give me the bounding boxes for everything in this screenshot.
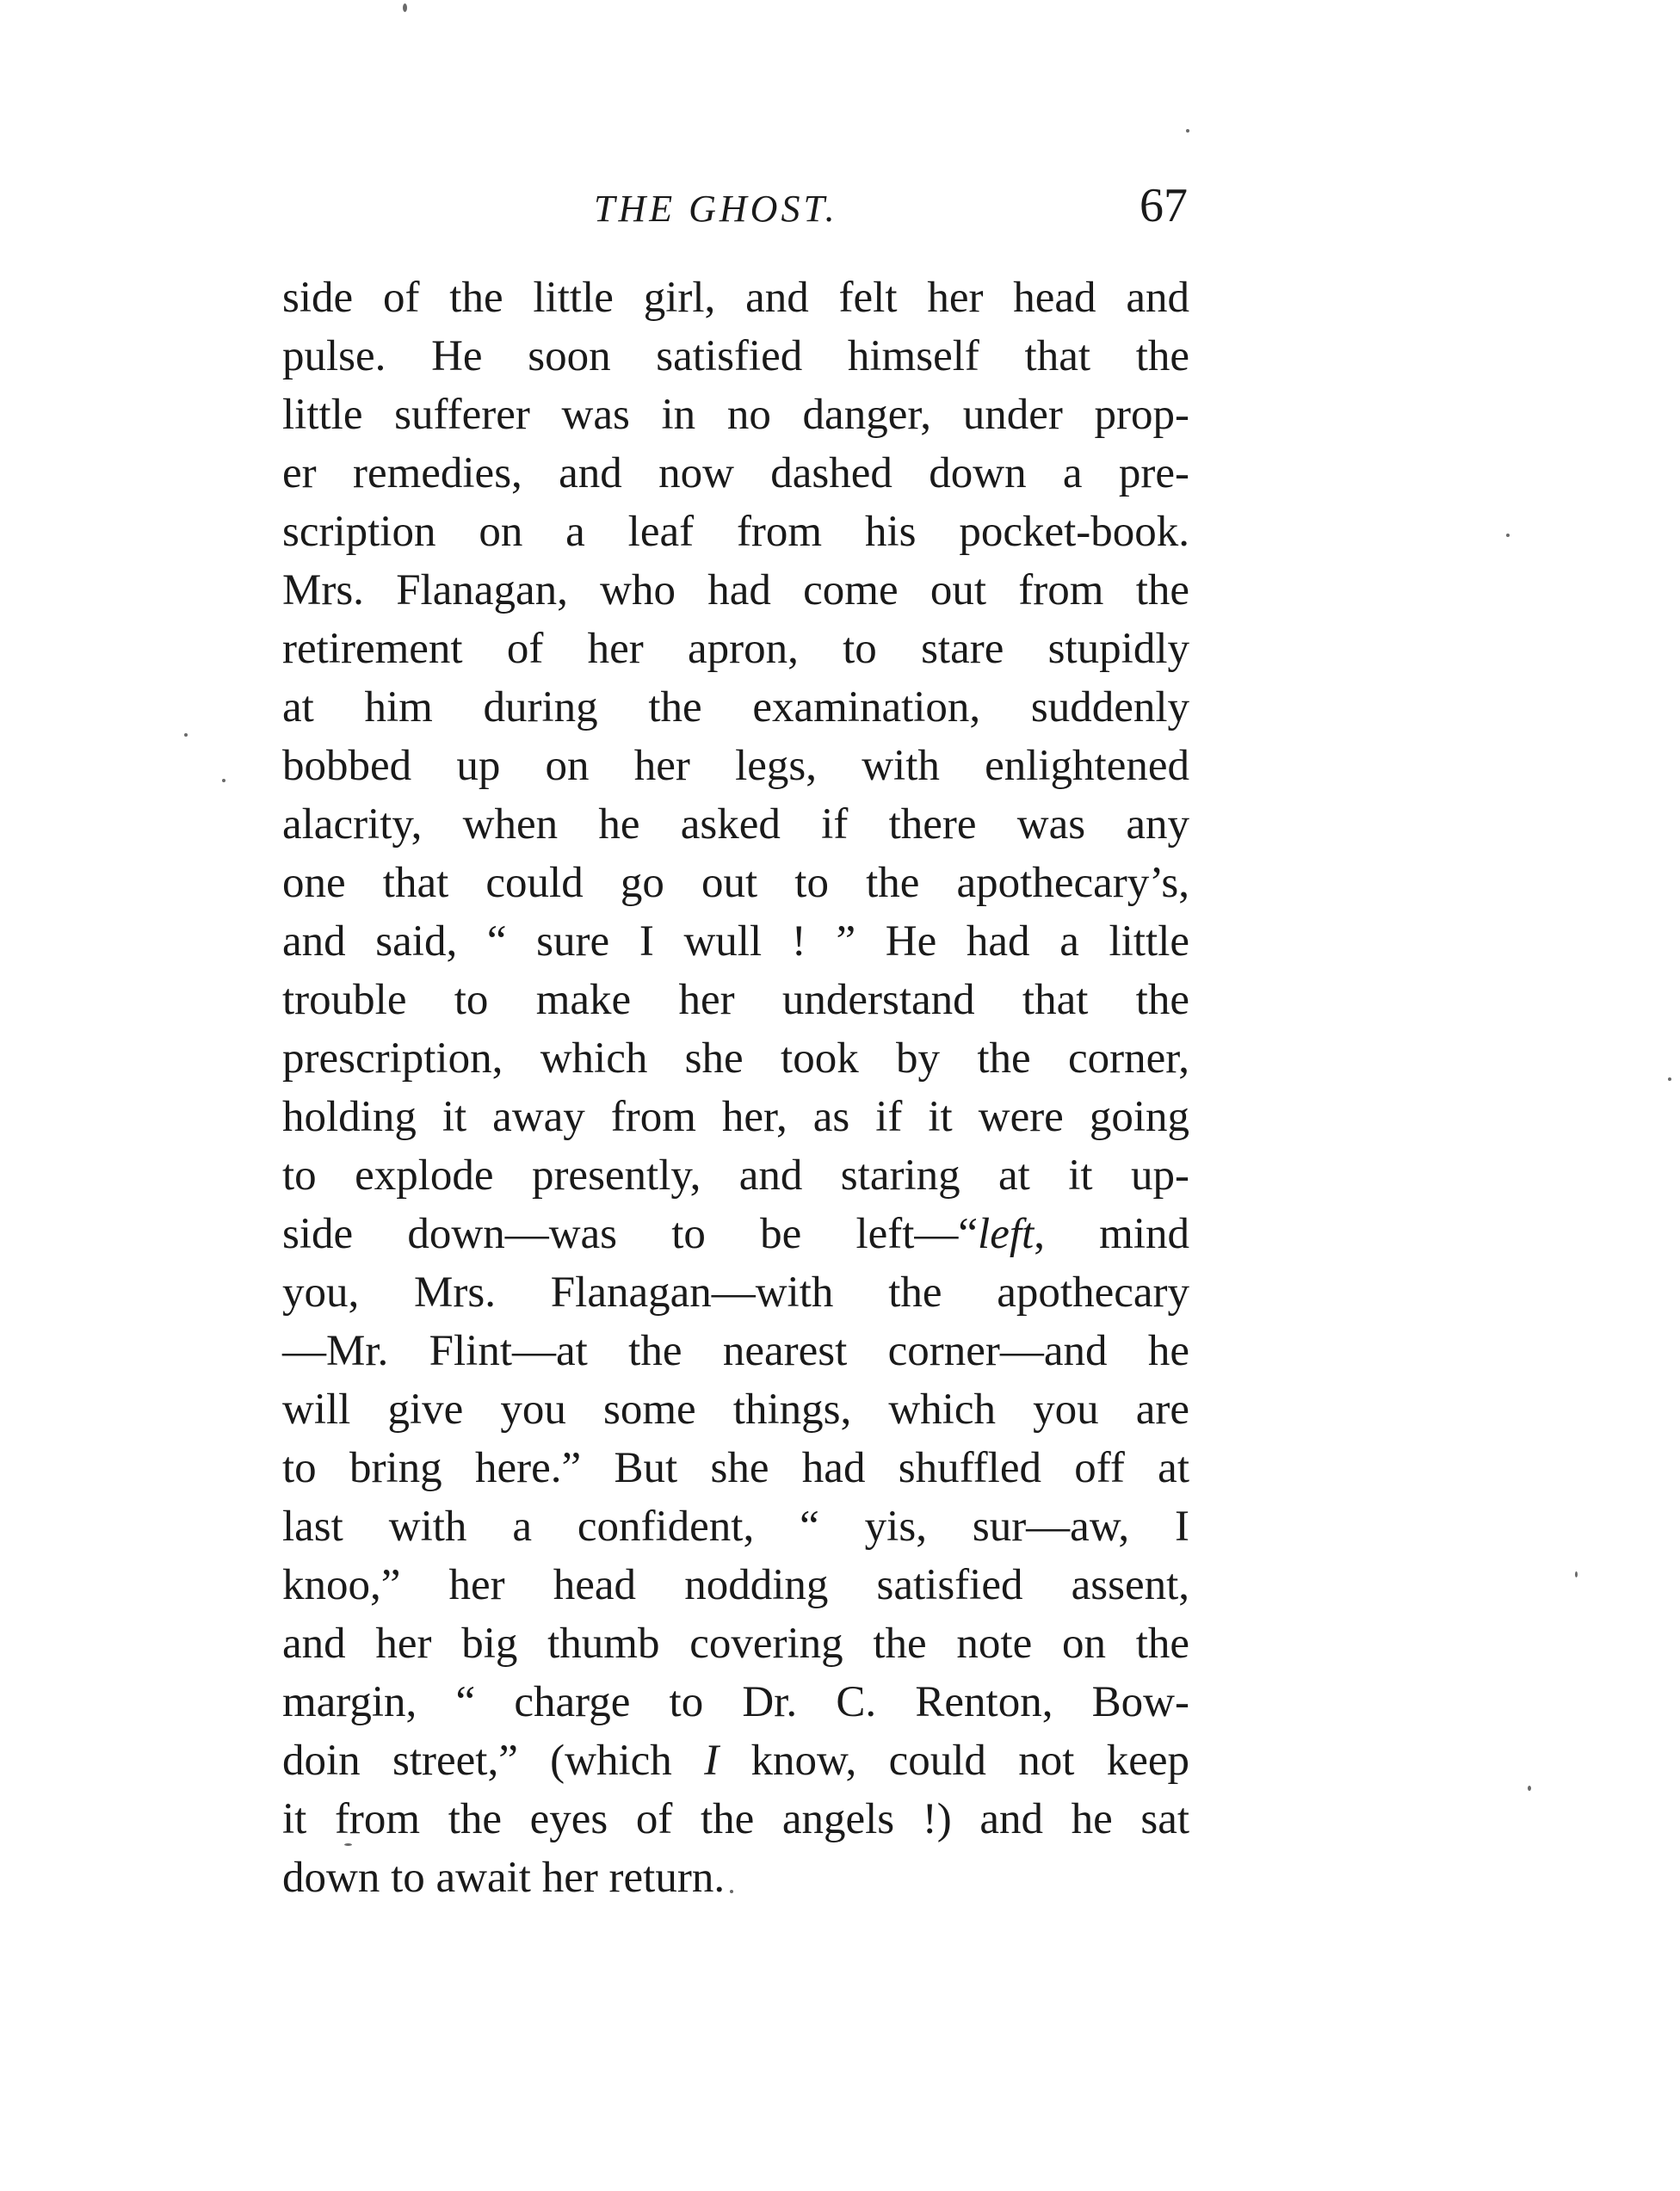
scan-speck [1506,534,1510,537]
running-head [275,176,1188,237]
text-line: bobbed up on her legs, with enlightened [282,742,1189,790]
text-line [282,1205,1189,1263]
text-line: will give you some things, which you are [282,1386,1189,1434]
text-line: one that could go out to the apothecary’s, [282,859,1189,907]
page-number: 67 [1140,179,1188,232]
running-title: THE GHOST. [594,188,838,230]
text-line: pulse. He soon satisfied himself that the [282,332,1189,380]
text-line: and said, “ sure I wull ! ” He had a little [282,917,1189,966]
text-line: you, Mrs. Flanagan—with the apothecary [282,1268,1189,1317]
text-line: trouble to make her understand that the [282,976,1189,1024]
body-text [282,268,1189,1907]
text-line: side of the little girl, and felt her head and [282,274,1189,322]
text-line: it from the eyes of the angels !) and he sat [282,1795,1189,1843]
text-line: Mrs. Flanagan, who had come out from the [282,566,1189,614]
text-line: and her big thumb covering the note on the [282,1620,1189,1668]
text-line: to bring here.” But she had shuffled off at [282,1444,1189,1492]
scan-speck [1575,1571,1578,1577]
scan-speck [184,733,188,737]
text-line: to explode presently, and staring at it up- [282,1151,1189,1200]
text-line: er remedies, and now dashed down a pre- [282,449,1189,497]
scan-speck [1668,1077,1671,1081]
scan-speck [344,1843,352,1846]
text-line: prescription, which she took by the corner, [282,1034,1189,1083]
text-line: down to await her return. [282,1854,726,1902]
text-line: retirement of her apron, to stare stupidly [282,625,1189,673]
text-line: knoo,” her head nodding satisfied assent, [282,1561,1189,1609]
line-segment: know, could not keep [719,1737,1189,1785]
italic-word: left [978,1210,1035,1258]
text-line: last with a confident, “ yis, sur—aw, I [282,1503,1189,1551]
text-line: margin, “ charge to Dr. C. Renton, Bow- [282,1678,1189,1726]
line-segment: doin street,” (which [282,1737,705,1785]
text-line [282,1731,1189,1790]
line-segment: side down—was to be left—“ [282,1210,979,1258]
text-line: at him during the examination, suddenly [282,683,1189,731]
text-line: —Mr. Flint—at the nearest corner—and he [282,1327,1189,1375]
scan-speck [222,779,225,782]
text-line: holding it away from her, as if it were going [282,1093,1189,1141]
scan-speck [1528,1786,1531,1791]
italic-word: I [704,1737,720,1785]
scan-speck [730,1890,733,1893]
scan-speck [1186,129,1189,133]
text-line: scription on a leaf from his pocket-book. [282,508,1189,556]
text-line: alacrity, when he asked if there was any [282,800,1189,849]
text-line: little sufferer was in no danger, under prop- [282,391,1189,439]
scan-speck [403,3,407,12]
line-segment: , mind [1034,1210,1190,1258]
